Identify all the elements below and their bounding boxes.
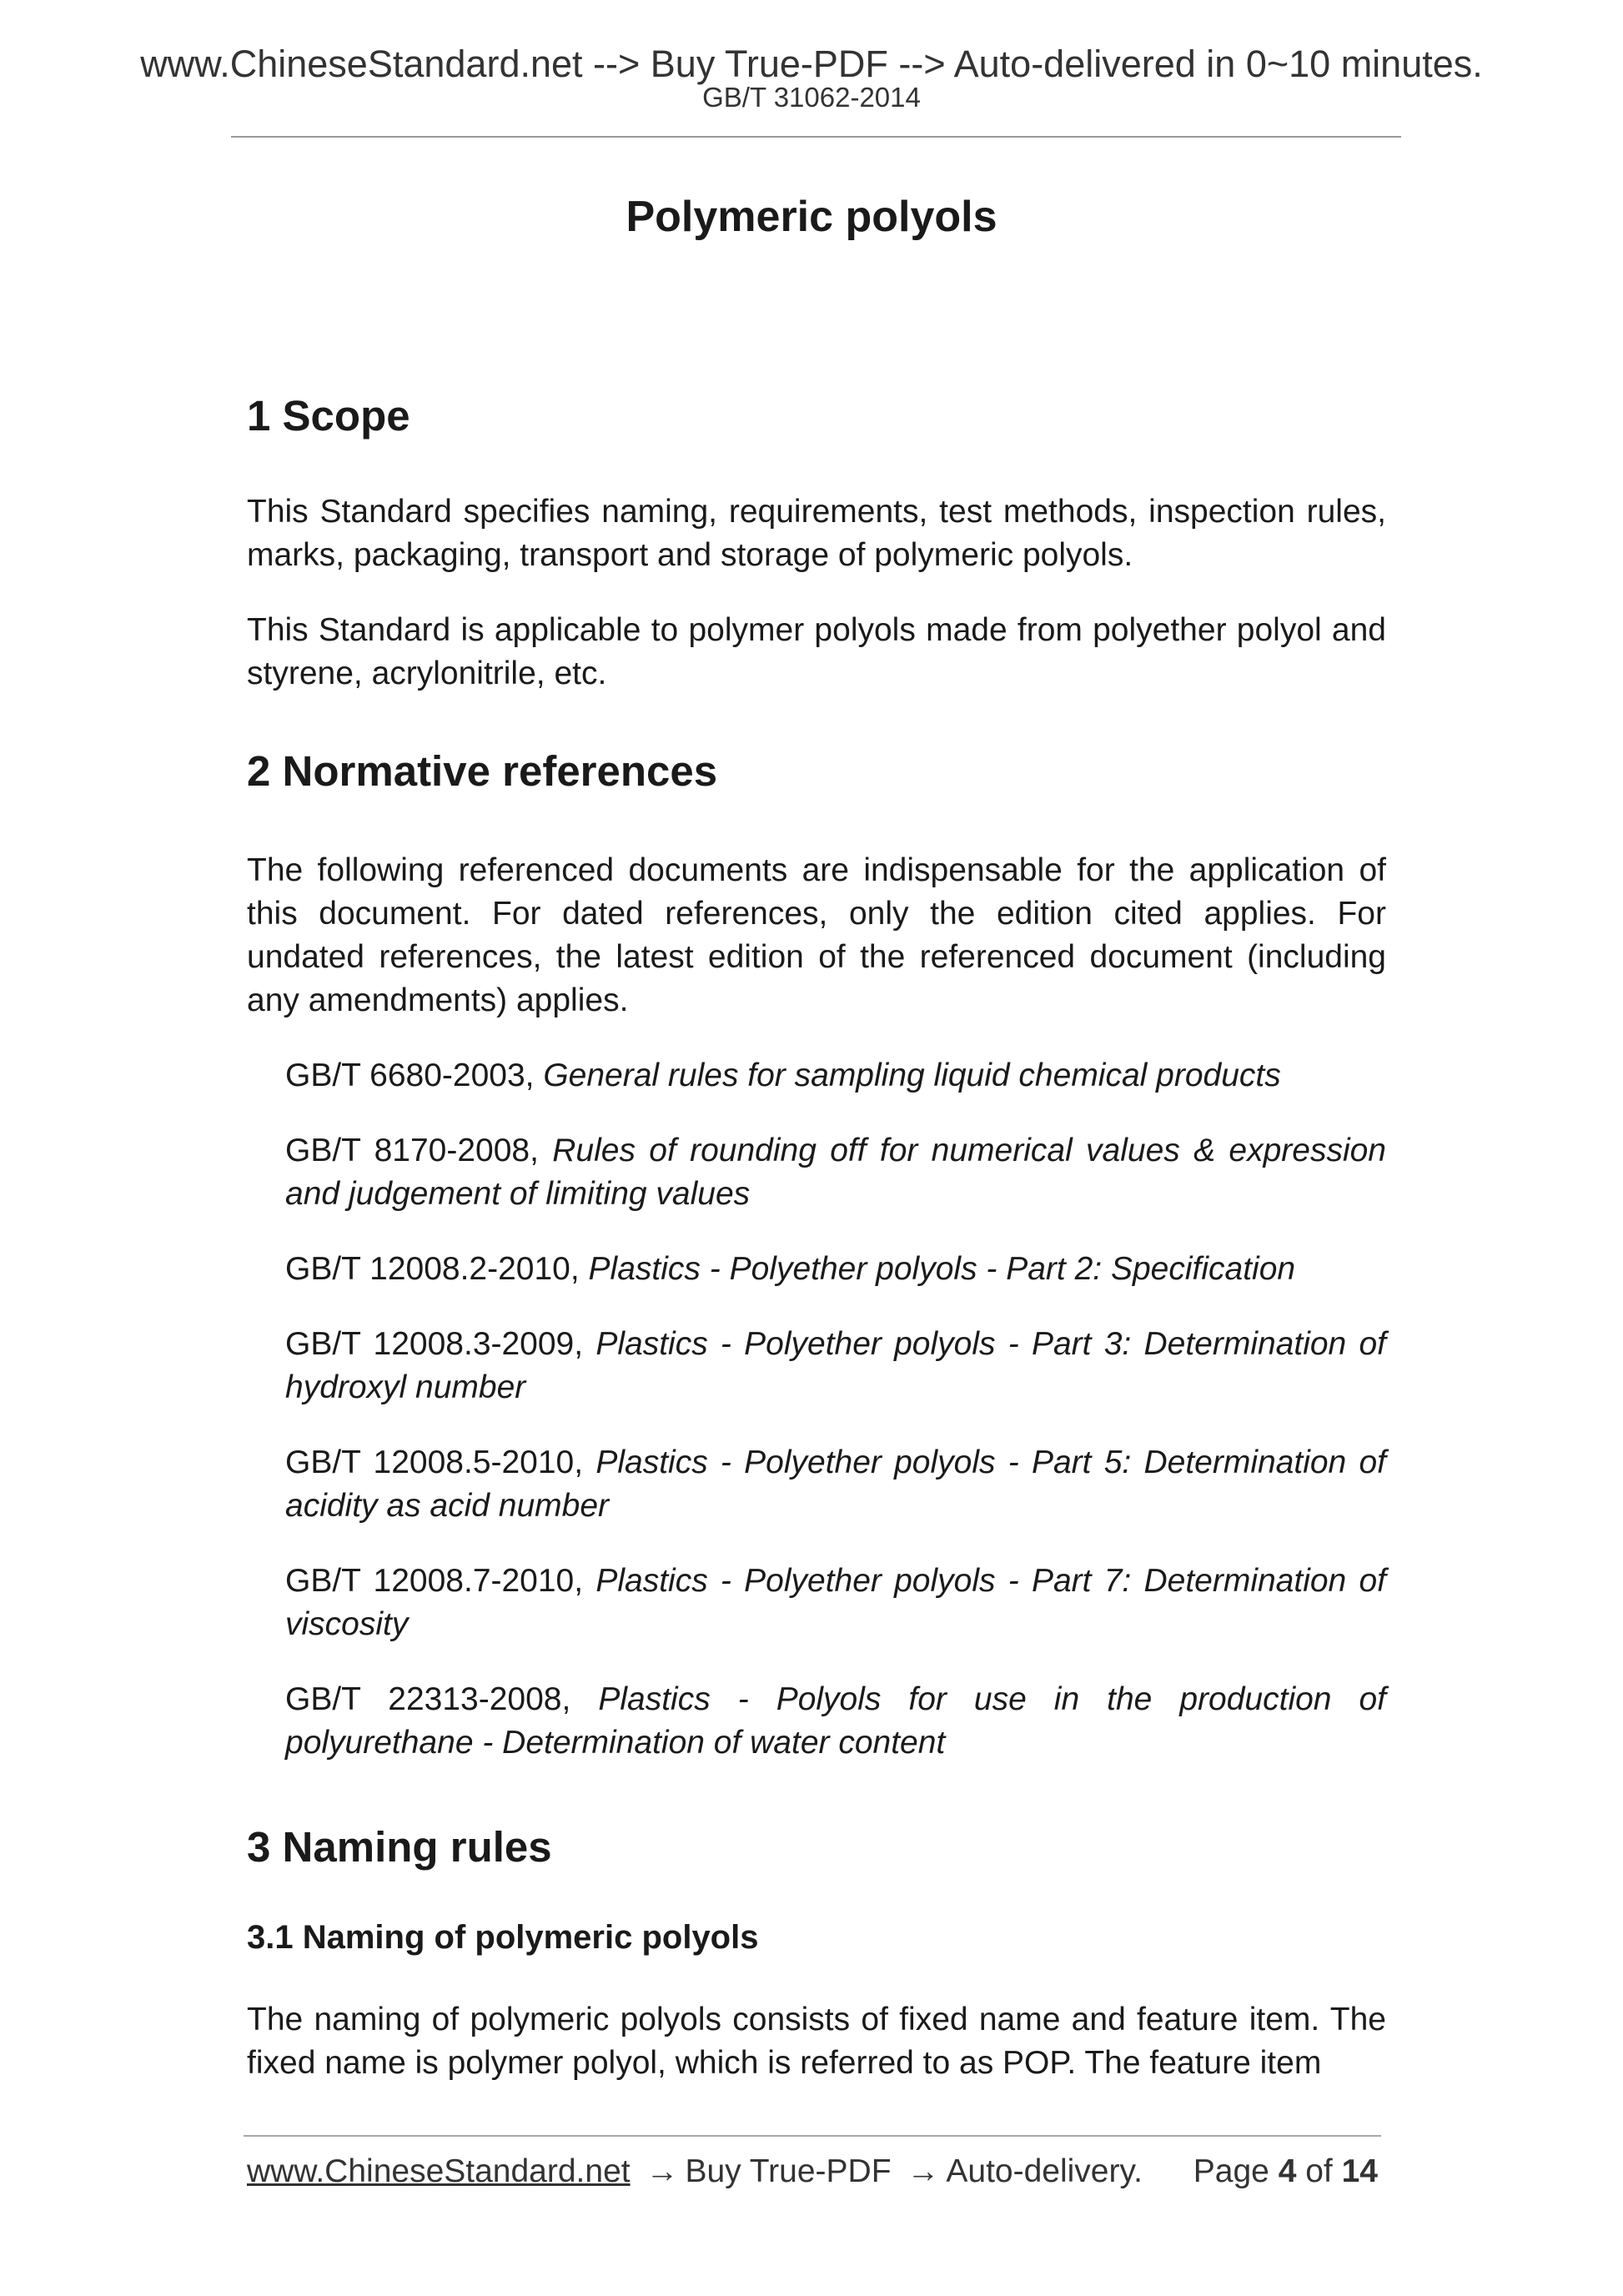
page-of-label: of: [1305, 2153, 1333, 2189]
reference-item: [285, 1129, 1386, 1216]
reference-code: GB/T 6680-2003,: [285, 1058, 535, 1093]
reference-item: [285, 1560, 1386, 1646]
reference-title: Plastics - Polyether polyols - Part 7: Determination of viscosity: [285, 1563, 1386, 1642]
section-1-paragraph-2: This Standard is applicable to polymer polyols made from polyether polyol and styrene, acrylonitrile, etc.: [247, 612, 1386, 691]
header-divider: [231, 136, 1401, 138]
reference-title: Plastics - Polyether polyols - Part 5: Determination of acidity as acid number: [285, 1444, 1386, 1524]
reference-title: General rules for sampling liquid chemical products: [543, 1058, 1281, 1093]
reference-code: GB/T 12008.2-2010,: [285, 1251, 580, 1287]
reference-list: [247, 1054, 1386, 1765]
reference-code: GB/T 22313-2008,: [285, 1681, 571, 1717]
page-number: 4: [1278, 2153, 1297, 2189]
section-3-1-heading: 3.1 Naming of polymeric polyols: [247, 1919, 759, 1956]
section-3-1-paragraph-1: The naming of polymeric polyols consists of fixed name and feature item. The fixed name is polymer polyol, which is referred to as POP. The feature item: [247, 2002, 1386, 2081]
document-body: [247, 390, 1386, 2085]
reference-item: [285, 1323, 1386, 1409]
reference-title: Plastics - Polyether polyols - Part 3: Determination of hydroxyl number: [285, 1326, 1386, 1405]
section-1-heading: 1 Scope: [247, 392, 410, 440]
reference-item: [285, 1678, 1386, 1765]
reference-item: [285, 1441, 1386, 1528]
footer-buy-text: Buy True-PDF: [685, 2153, 892, 2189]
reference-title: Plastics - Polyols for use in the production of polyurethane - Determination of water content: [285, 1681, 1387, 1761]
reference-code: GB/T 12008.3-2009,: [285, 1326, 584, 1362]
section-2-heading: 2 Normative references: [247, 747, 718, 795]
reference-item: [285, 1248, 1386, 1291]
reference-item: [285, 1054, 1386, 1098]
reference-code: GB/T 8170-2008,: [285, 1133, 539, 1168]
section-3-heading: 3 Naming rules: [247, 1823, 552, 1871]
header-banner: www.ChineseStandard.net --> Buy True-PDF --> Auto-delivered in 0~10 minutes.: [140, 43, 1483, 85]
reference-title: Rules of rounding off for numerical values & expression and judgement of limiting values: [285, 1133, 1386, 1212]
arrow-right-icon: →: [907, 2153, 940, 2189]
footer-site-link[interactable]: www.ChineseStandard.net: [247, 2153, 631, 2189]
document-code: GB/T 31062-2014: [702, 82, 921, 113]
reference-title: Plastics - Polyether polyols - Part 2: Specification: [588, 1251, 1296, 1287]
page-title: Polymeric polyols: [626, 193, 997, 241]
reference-code: GB/T 12008.5-2010,: [285, 1444, 584, 1480]
page-label: Page: [1193, 2153, 1269, 2189]
section-1-paragraph-1: This Standard specifies naming, requirements, test methods, inspection rules, marks, packaging, transport and storage of polymeric polyols.: [247, 494, 1386, 573]
footer-divider: [244, 2135, 1381, 2137]
reference-code: GB/T 12008.7-2010,: [285, 1563, 584, 1599]
footer-delivery-text: Auto-delivery.: [946, 2153, 1143, 2189]
page-indicator: [1193, 2152, 1378, 2192]
section-2-paragraph-1: The following referenced documents are indispensable for the application of this document. For dated references, only the edition cited applies. For undated references, the latest edition of the referenced document (including any amendments) applies.: [247, 852, 1386, 1018]
page-total: 14: [1341, 2153, 1378, 2189]
arrow-right-icon: →: [646, 2153, 679, 2189]
page-footer: [247, 2152, 1378, 2192]
